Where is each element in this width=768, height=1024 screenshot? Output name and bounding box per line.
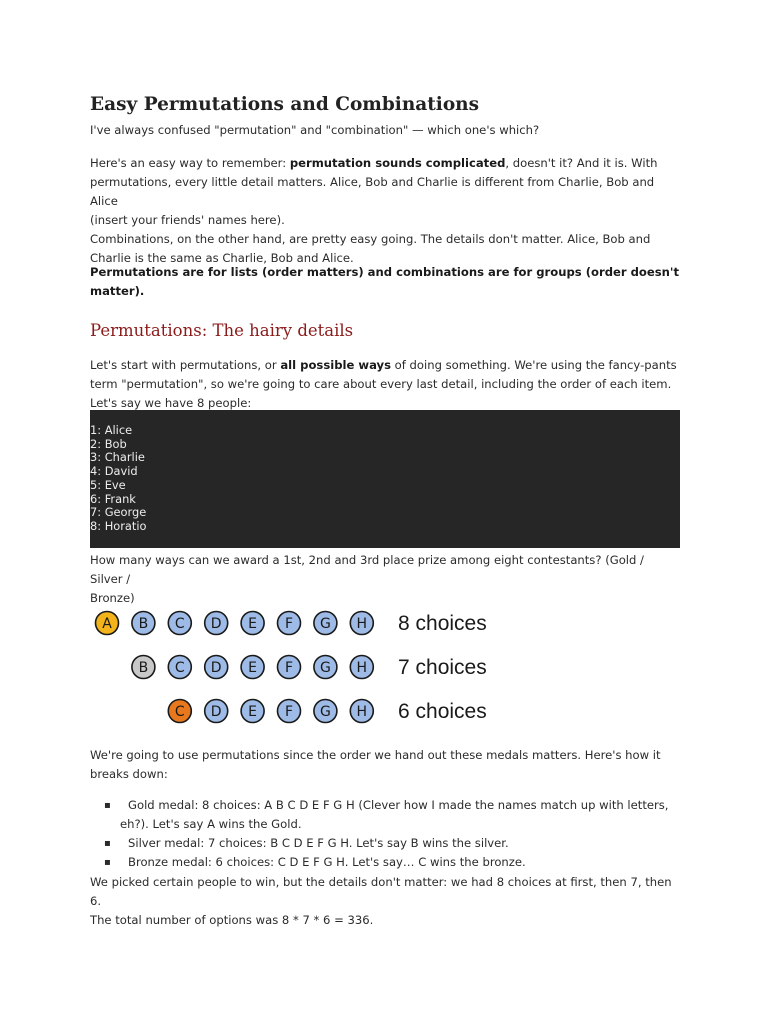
- people-code-block: [90, 410, 680, 548]
- conclusion-paragraph: [90, 873, 680, 930]
- breakdown-line-1: We're going to use permutations since the order we hand out these medals matters. Here's how it: [90, 748, 661, 762]
- code-line: 4: David: [90, 464, 138, 479]
- question-paragraph: [90, 551, 680, 608]
- list-item-text: Gold medal: 8 choices: A B C D E F G H (Clever how I made the names match up with letters,: [128, 798, 669, 812]
- code-line: 5: Eve: [90, 477, 126, 492]
- bullet-icon: ▪: [104, 800, 111, 811]
- perm-line-2: term "permutation", so we're going to care about every last detail, including the order of each item.: [90, 377, 672, 391]
- breakdown-paragraph: [90, 746, 680, 784]
- choice-letter: A: [102, 616, 112, 632]
- code-line: 8: Horatio: [90, 518, 147, 533]
- perm-line-3: Let's say we have 8 people:: [90, 396, 252, 410]
- page-title: Easy Permutations and Combinations: [90, 94, 480, 115]
- bullet-icon: ▪: [104, 857, 111, 868]
- list-item: [90, 834, 690, 853]
- code-line: 6: Frank: [90, 491, 136, 506]
- choices-label: 7 choices: [398, 656, 487, 679]
- intro-line-2: permutations, every little detail matters. Alice, Bob and Charlie is different from Charlie, Bob and Alice: [90, 175, 655, 208]
- choice-letter: H: [356, 616, 368, 632]
- choice-letter: C: [174, 660, 185, 676]
- list-item-continuation: eh?). Let's say A wins the Gold.: [120, 817, 302, 831]
- intro-line-1: Here's an easy way to remember: permutation sounds complicated, doesn't it? And it is. With: [90, 156, 658, 170]
- code-line: 1: Alice: [90, 423, 133, 437]
- intro-paragraph: [90, 154, 680, 268]
- choice-letter: E: [248, 616, 258, 632]
- choice-letter: H: [356, 660, 368, 676]
- choice-letter: D: [210, 704, 222, 720]
- choices-label: 6 choices: [398, 700, 487, 723]
- question-line-2: Bronze): [90, 591, 135, 605]
- summary-line-1: Permutations are for lists (order matters) and combinations are for groups (order doesn't: [90, 265, 679, 279]
- choice-letter: G: [319, 704, 331, 720]
- code-line: 7: George: [90, 505, 147, 520]
- choice-letter: C: [174, 616, 185, 632]
- choice-letter: F: [284, 616, 294, 632]
- intro-line-4: Combinations, on the other hand, are pretty easy going. The details don't matter. Alice, Bob and: [90, 232, 651, 246]
- summary-line-2: matter).: [90, 284, 145, 298]
- intro-text: I've always confused "permutation" and "combination" — which one's which?: [90, 123, 540, 137]
- choice-letter: G: [319, 660, 331, 676]
- conclusion-line-2: The total number of options was 8 * 7 * 6 = 336.: [90, 913, 374, 927]
- list-item: [90, 853, 690, 872]
- permutations-paragraph: [90, 356, 680, 413]
- choice-letter: D: [210, 616, 222, 632]
- code-line: 2: Bob: [90, 436, 127, 451]
- intro-line-3: (insert your friends' names here).: [90, 213, 285, 227]
- list-item-text: Bronze medal: 6 choices: C D E F G H. Let's say… C wins the bronze.: [128, 855, 526, 869]
- choice-letter: B: [138, 616, 149, 632]
- perm-line-1: Let's start with permutations, or all possible ways of doing something. We're using the fancy-pants: [90, 358, 677, 372]
- breakdown-line-2: breaks down:: [90, 767, 168, 781]
- choice-letter: F: [284, 660, 294, 676]
- bullet-icon: ▪: [104, 838, 111, 849]
- choice-letter: C: [174, 704, 185, 720]
- choice-letter: E: [248, 660, 258, 676]
- choice-letter: B: [138, 660, 149, 676]
- section-heading: Permutations: The hairy details: [90, 321, 354, 340]
- intro-line-5: Charlie is the same as Charlie, Bob and Alice.: [90, 251, 354, 265]
- code-line: 3: Charlie: [90, 450, 145, 465]
- bold-summary: [90, 263, 680, 301]
- medal-list: [90, 796, 690, 872]
- choices-label: 8 choices: [398, 612, 487, 635]
- choices-diagram-svg: [92, 605, 512, 735]
- conclusion-line-1: We picked certain people to win, but the details don't matter: we had 8 choices at first, then 7, then 6.: [90, 875, 672, 908]
- choices-diagram: [92, 605, 512, 735]
- list-item: [90, 796, 690, 834]
- choice-letter: H: [356, 704, 368, 720]
- choice-letter: G: [319, 616, 331, 632]
- choice-letter: F: [284, 704, 294, 720]
- list-item-text: Silver medal: 7 choices: B C D E F G H. Let's say B wins the silver.: [128, 836, 509, 850]
- question-line-1: How many ways can we award a 1st, 2nd and 3rd place prize among eight contestants? (Gold / Silver /: [90, 553, 644, 586]
- choice-letter: E: [248, 704, 258, 720]
- choice-letter: D: [210, 660, 222, 676]
